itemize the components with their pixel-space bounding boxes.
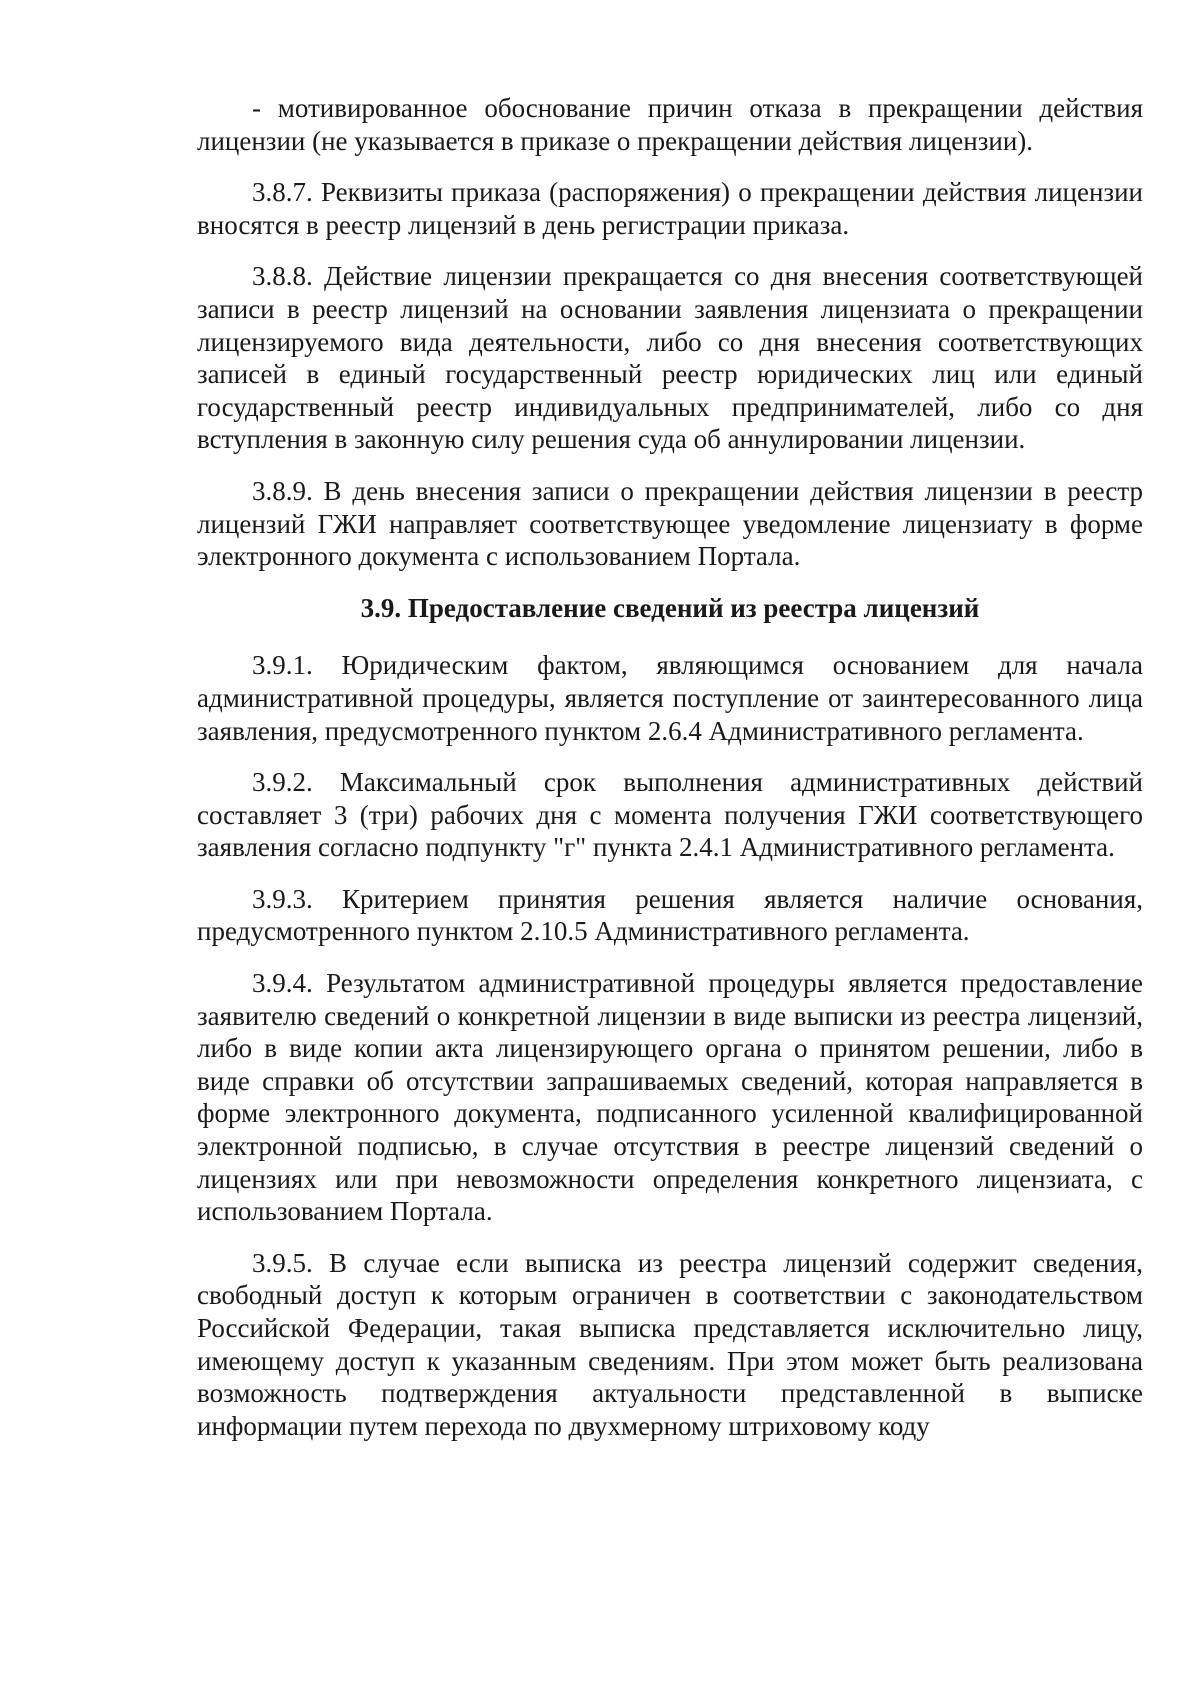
paragraph-3-8-7: 3.8.7. Реквизиты приказа (распоряжения) о прекращении действия лицензии вносятся в реестр лицензий в день регистрации приказа.	[197, 177, 1143, 240]
section-heading-3-9: 3.9. Предоставление сведений из реестра лицензий	[360, 592, 980, 623]
paragraph-3-9-2: 3.9.2. Максимальный срок выполнения административных действий составляет 3 (три) рабочих дня с момента получения ГЖИ соответствующего заявления согласно подпункту "г" пункта 2.4.1 Административного регламента.	[197, 767, 1143, 863]
document-page	[197, 92, 1143, 1461]
paragraph-3-9-5: 3.9.5. В случае если выписка из реестра лицензий содержит сведения, свободный доступ к которым ограничен в соответствии с законодательством Российской Федерации, такая выписка представляется исключительно лицу, имеющему доступ к указанным сведениям. При этом может быть реализована возможность подтверждения актуальности представленной в выписке информации путем перехода по двухмерному штриховому коду	[197, 1247, 1143, 1441]
paragraph-3-9-4: 3.9.4. Результатом административной процедуры является предоставление заявителю сведений о конкретной лицензии в виде выписки из реестра лицензий, либо в виде копии акта лицензирующего органа о принятом решении, либо в виде справки об отсутствии запрашиваемых сведений, которая направляется в форме электронного документа, подписанного усиленной квалифицированной электронной подписью, в случае отсутствия в реестре лицензий сведений о лицензиях или при невозможности определения конкретного лицензиата, с использованием Портала.	[197, 968, 1143, 1227]
paragraph-3-8-8: 3.8.8. Действие лицензии прекращается со дня внесения соответствующей записи в реестр лицензий на основании заявления лицензиата о прекращении лицензируемого вида деятельности, либо со дня внесения соответствующих записей в единый государственный реестр юридических лиц или единый государственный реестр индивидуальных предпринимателей, либо со дня вступления в законную силу решения суда об аннулировании лицензии.	[197, 261, 1143, 455]
paragraph-3-9-3: 3.9.3. Критерием принятия решения является наличие основания, предусмотренного пунктом 2.10.5 Административного регламента.	[197, 883, 1143, 947]
paragraph-3-9-1: 3.9.1. Юридическим фактом, являющимся основанием для начала административной процедуры, является поступление от заинтересованного лица заявления, предусмотренного пунктом 2.6.4 Административного регламента.	[197, 650, 1143, 746]
paragraph-3-8-9: 3.8.9. В день внесения записи о прекращении действия лицензии в реестр лицензий ГЖИ направляет соответствующее уведомление лицензиату в форме электронного документа с использованием Портала.	[197, 475, 1143, 572]
paragraph-refusal-justification: - мотивированное обоснование причин отказа в прекращении действия лицензии (не указывается в приказе о прекращении действия лицензии).	[197, 93, 1143, 156]
